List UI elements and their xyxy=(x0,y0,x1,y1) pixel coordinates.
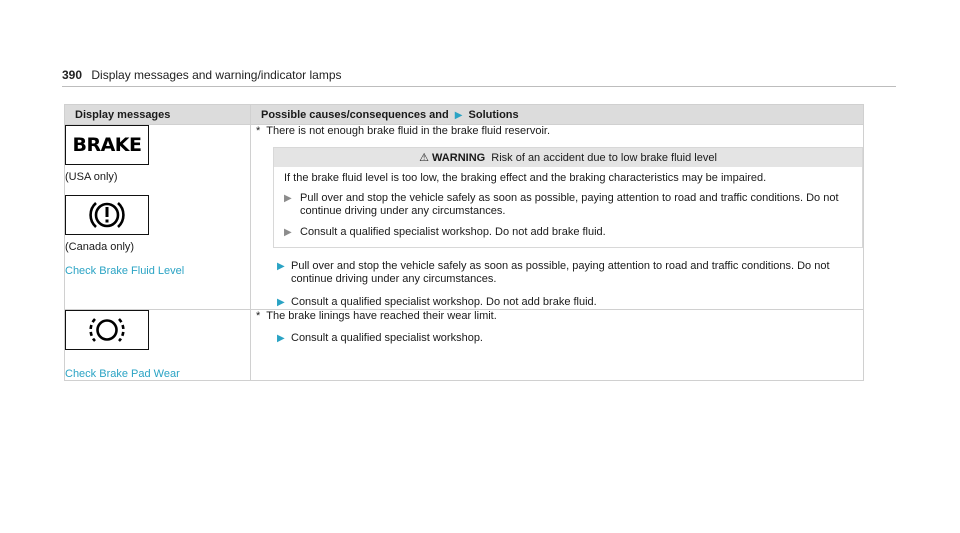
warning-step-text: Pull over and stop the vehicle safely as soon as possible, paying attention to road and traffic conditions. Do not continue driving under any circumstances. xyxy=(300,192,839,217)
solution-steps xyxy=(277,332,863,345)
brake-circle-exclamation-icon xyxy=(65,195,149,235)
check-brake-fluid-level-message: Check Brake Fluid Level xyxy=(65,265,185,277)
solution-step-text: Pull over and stop the vehicle safely as soon as possible, paying attention to road and traffic conditions. Do not continue driving under any circumstances. xyxy=(291,260,830,285)
solution-step xyxy=(277,332,863,345)
page-number: 390 xyxy=(62,68,83,82)
warning-header xyxy=(274,148,862,167)
warning-step-text: Consult a qualified specialist workshop. Do not add brake fluid. xyxy=(300,226,606,238)
play-arrow-icon: ▶ xyxy=(277,297,285,308)
asterisk-marker: * xyxy=(256,310,261,322)
header-divider xyxy=(62,86,896,87)
cause-text xyxy=(256,310,863,322)
cause-text xyxy=(256,125,863,137)
display-message-cell xyxy=(65,125,251,310)
brake-lamp-text: BRAKE xyxy=(72,134,142,156)
play-arrow-icon: ▶ xyxy=(284,193,292,204)
warning-body xyxy=(274,167,862,247)
causes-solutions-cell xyxy=(251,310,864,381)
solution-step-text: Consult a qualified specialist workshop. xyxy=(291,332,483,344)
solution-step xyxy=(277,296,863,309)
causes-solutions-cell xyxy=(251,125,864,310)
cause-description: There is not enough brake fluid in the brake fluid reservoir. xyxy=(266,125,550,137)
column-header-solutions xyxy=(251,105,864,125)
column-header-display-messages: Display messages xyxy=(65,105,251,125)
column-header-solutions-label: Solutions xyxy=(468,108,519,121)
solution-steps xyxy=(277,260,863,309)
play-arrow-icon: ▶ xyxy=(277,261,285,272)
table-row xyxy=(65,310,864,381)
play-arrow-icon: ▶ xyxy=(454,109,463,121)
check-brake-pad-wear-message: Check Brake Pad Wear xyxy=(65,368,180,380)
display-message-cell xyxy=(65,310,251,381)
usa-only-label: (USA only) xyxy=(65,171,118,183)
canada-only-label: (Canada only) xyxy=(65,241,135,253)
solution-step xyxy=(277,260,863,286)
messages-table xyxy=(64,104,864,381)
warning-title: WARNING xyxy=(432,152,486,164)
play-arrow-icon: ▶ xyxy=(284,227,292,238)
warning-box xyxy=(273,147,863,248)
solution-step-text: Consult a qualified specialist workshop. Do not add brake fluid. xyxy=(291,296,597,308)
warning-step xyxy=(284,192,852,218)
warning-triangle-icon: ⚠ xyxy=(419,152,429,164)
cause-description: The brake linings have reached their wear limit. xyxy=(266,310,497,322)
table-row xyxy=(65,125,864,310)
warning-description: If the brake fluid level is too low, the braking effect and the braking characteristics may be impaired. xyxy=(284,172,767,184)
warning-step xyxy=(284,226,852,239)
page-header xyxy=(62,68,342,82)
asterisk-marker: * xyxy=(256,125,261,137)
warning-subtitle: Risk of an accident due to low brake fluid level xyxy=(491,152,717,164)
column-header-causes: Possible causes/consequences and xyxy=(261,108,449,121)
play-arrow-icon: ▶ xyxy=(277,333,285,344)
brake-pad-wear-icon xyxy=(65,310,149,350)
page-title: Display messages and warning/indicator lamps xyxy=(91,68,342,82)
brake-warning-lamp-icon xyxy=(65,125,149,165)
